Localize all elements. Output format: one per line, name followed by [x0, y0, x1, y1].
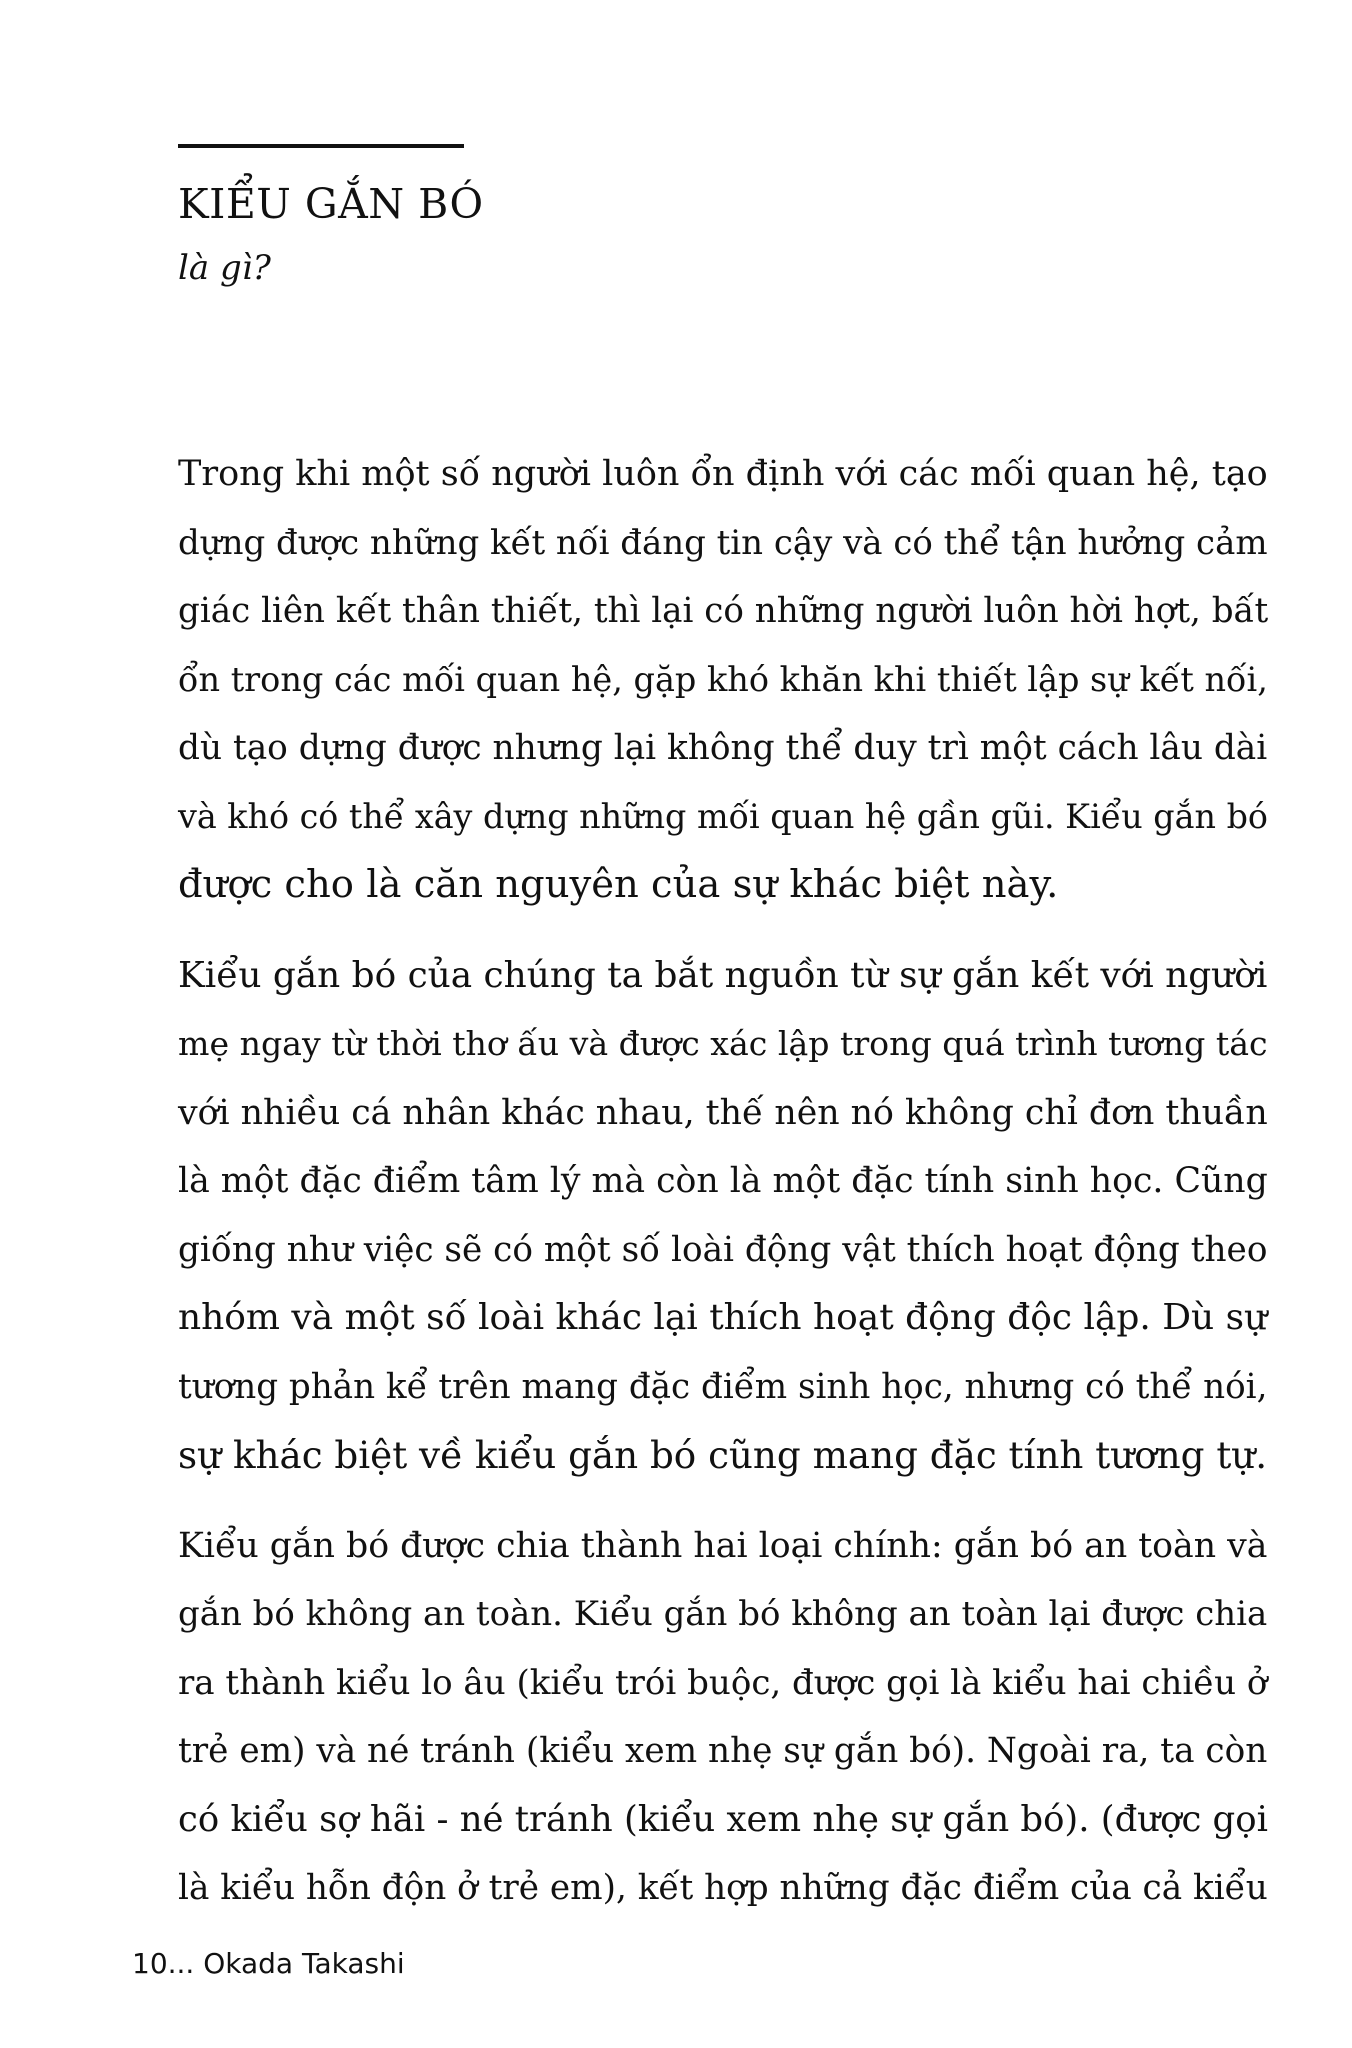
text-line: ổn trong các mối quan hệ, gặp khó khăn khi thiết lập sự kết nối,: [178, 659, 1268, 699]
text-line: nhóm và một số loài khác lại thích hoạt động độc lập. Dù sự: [178, 1297, 1268, 1338]
text-line: ra thành kiểu lo âu (kiểu trói buộc, được gọi là kiểu hai chiều ở: [178, 1662, 1268, 1703]
text-line: với nhiều cá nhân khác nhau, thế nên nó không chỉ đơn thuần: [178, 1092, 1268, 1133]
text-line: tương phản kể trên mang đặc điểm sinh học, nhưng có thể nói,: [178, 1366, 1268, 1407]
text-line: dù tạo dựng được nhưng lại không thể duy trì một cách lâu dài: [178, 728, 1268, 768]
paragraph-1: [178, 440, 1268, 920]
text-line: giác liên kết thân thiết, thì lại có những người luôn hời hợt, bất: [178, 591, 1269, 631]
text-line: Kiểu gắn bó được chia thành hai loại chính: gắn bó an toàn và: [178, 1525, 1268, 1566]
text-line: là kiểu hỗn độn ở trẻ em), kết hợp những đặc điểm của cả kiểu: [178, 1868, 1268, 1908]
section-subtitle: là gì?: [178, 248, 271, 288]
heading-rule: [178, 144, 464, 148]
text-line: có kiểu sợ hãi - né tránh (kiểu xem nhẹ sự gắn bó). (được gọi: [178, 1798, 1268, 1840]
text-line: dựng được những kết nối đáng tin cậy và có thể tận hưởng cảm: [178, 522, 1268, 563]
text-line: gắn bó không an toàn. Kiểu gắn bó không an toàn lại được chia: [178, 1594, 1268, 1634]
text-line: giống như việc sẽ có một số loài động vật thích hoạt động theo: [178, 1229, 1268, 1270]
text-line: sự khác biệt về kiểu gắn bó cũng mang đặc tính tương tự.: [178, 1433, 1268, 1477]
text-line: Kiểu gắn bó của chúng ta bắt nguồn từ sự gắn kết với người: [178, 954, 1268, 996]
text-line: và khó có thể xây dựng những mối quan hệ gần gũi. Kiểu gắn bó: [178, 796, 1268, 836]
section-title: KIỂU GẮN BÓ: [178, 180, 484, 228]
text-line: là một đặc điểm tâm lý mà còn là một đặc tính sinh học. Cũng: [178, 1161, 1268, 1201]
text-line: mẹ ngay từ thời thơ ấu và được xác lập trong quá trình tương tác: [178, 1024, 1268, 1063]
paragraph-3: [178, 1512, 1268, 1923]
body-text: [178, 440, 1268, 1945]
page-footer: 10... Okada Takashi: [132, 1947, 405, 1980]
paragraph-2: [178, 942, 1268, 1490]
text-line: trẻ em) và né tránh (kiểu xem nhẹ sự gắn bó). Ngoài ra, ta còn: [178, 1731, 1268, 1771]
text-line: Trong khi một số người luôn ổn định với các mối quan hệ, tạo: [178, 454, 1268, 494]
text-line: được cho là căn nguyên của sự khác biệt này.: [178, 862, 1059, 907]
